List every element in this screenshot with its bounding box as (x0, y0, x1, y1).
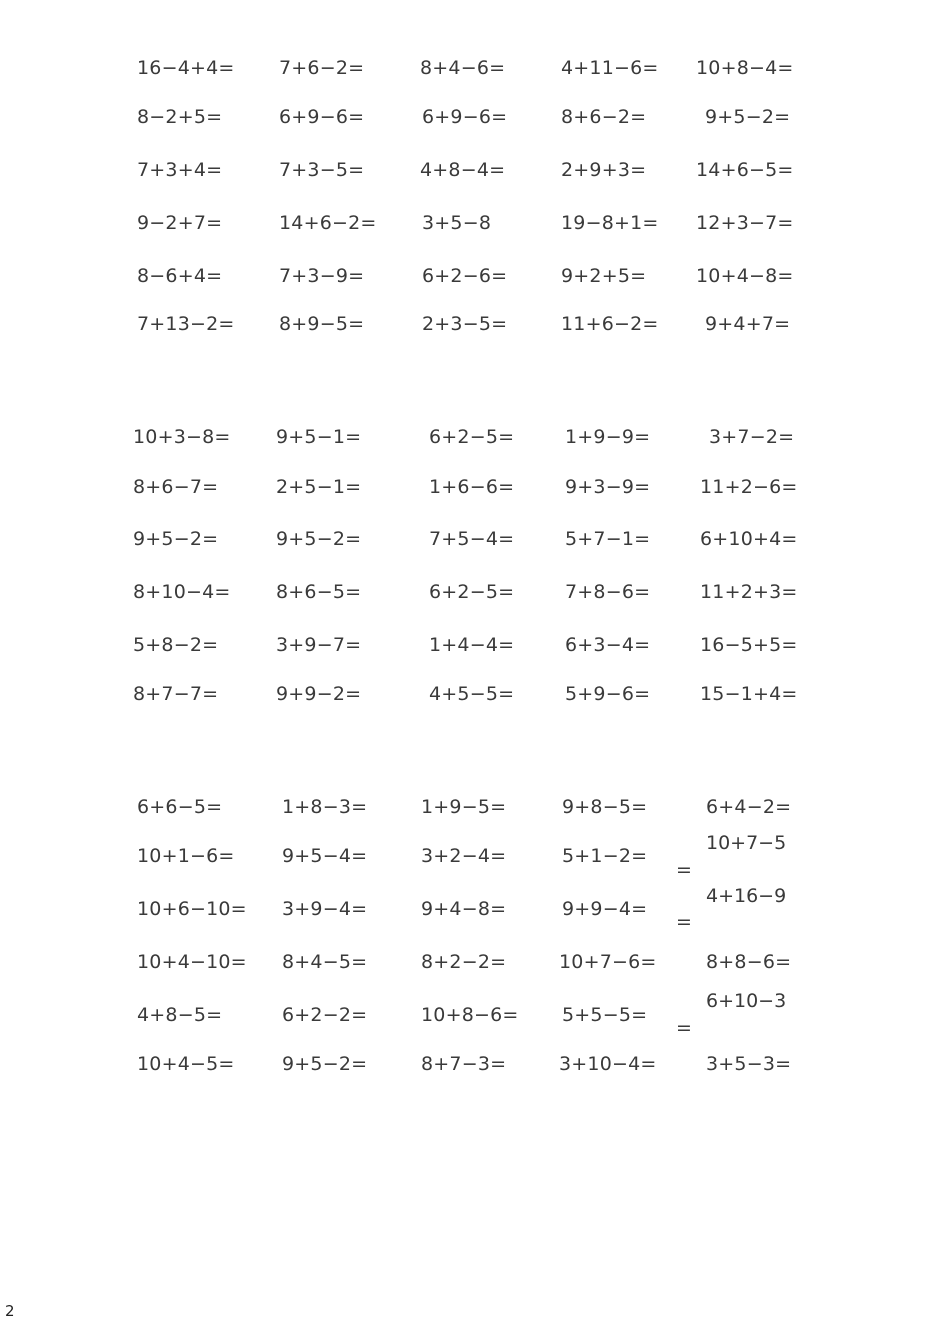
problem: 16−5+5= (700, 634, 798, 656)
problem: 9+9−4= (562, 898, 648, 920)
problem: 4+5−5= (429, 683, 515, 705)
problem-wrapped: 4+16−9 (706, 885, 787, 907)
problem: 2+3−5= (422, 313, 508, 335)
problem: 9+2+5= (561, 265, 647, 287)
problem: 8+9−5= (279, 313, 365, 335)
problem: 16−4+4= (137, 57, 235, 79)
problem: 7+5−4= (429, 528, 515, 550)
problem: 3+5−8 (422, 212, 492, 234)
problem: 9+9−2= (276, 683, 362, 705)
problem: 10+6−10= (137, 898, 247, 920)
problem: 7+13−2= (137, 313, 235, 335)
problem: 8+6−5= (276, 581, 362, 603)
problem: 2+5−1= (276, 476, 362, 498)
problem: 3+9−7= (276, 634, 362, 656)
problem: 7+3−9= (279, 265, 365, 287)
problem: 5+9−6= (565, 683, 651, 705)
problem: 4+11−6= (561, 57, 659, 79)
problem: 11+6−2= (561, 313, 659, 335)
wrapped-equals-sign: = (676, 859, 692, 881)
wrapped-equals-sign: = (676, 911, 692, 933)
problem: 8+7−3= (421, 1053, 507, 1075)
problem-wrapped: 6+10−3 (706, 990, 787, 1012)
problem: 5+7−1= (565, 528, 651, 550)
problem: 19−8+1= (561, 212, 659, 234)
problem: 9+3−9= (565, 476, 651, 498)
problem: 8+4−6= (420, 57, 506, 79)
problem: 8+7−7= (133, 683, 219, 705)
problem: 3+9−4= (282, 898, 368, 920)
problem: 3+10−4= (559, 1053, 657, 1075)
problem: 9+5−1= (276, 426, 362, 448)
problem: 7+8−6= (565, 581, 651, 603)
problem: 10+4−10= (137, 951, 247, 973)
problem: 8+6−2= (561, 106, 647, 128)
problem: 3+5−3= (706, 1053, 792, 1075)
problem: 10+3−8= (133, 426, 231, 448)
problem: 1+6−6= (429, 476, 515, 498)
problem: 4+8−4= (420, 159, 506, 181)
problem: 9+8−5= (562, 796, 648, 818)
problem: 5+5−5= (562, 1004, 648, 1026)
problem: 8+2−2= (421, 951, 507, 973)
problem: 7+3−5= (279, 159, 365, 181)
problem: 9+5−2= (705, 106, 791, 128)
problem: 12+3−7= (696, 212, 794, 234)
problem: 8+4−5= (282, 951, 368, 973)
problem: 6+4−2= (706, 796, 792, 818)
problem: 14+6−2= (279, 212, 377, 234)
problem: 10+8−6= (421, 1004, 519, 1026)
problem: 6+6−5= (137, 796, 223, 818)
problem: 6+9−6= (422, 106, 508, 128)
problem-wrapped: 10+7−5 (706, 832, 787, 854)
problem: 14+6−5= (696, 159, 794, 181)
problem: 2+9+3= (561, 159, 647, 181)
problem: 6+9−6= (279, 106, 365, 128)
problem: 7+3+4= (137, 159, 223, 181)
wrapped-equals-sign: = (676, 1017, 692, 1039)
problem: 7+6−2= (279, 57, 365, 79)
page-number: 2 (5, 1302, 15, 1320)
problem: 1+9−9= (565, 426, 651, 448)
problem: 6+2−5= (429, 426, 515, 448)
problem: 8−6+4= (137, 265, 223, 287)
problem: 3+7−2= (709, 426, 795, 448)
problem: 5+8−2= (133, 634, 219, 656)
problem: 10+4−5= (137, 1053, 235, 1075)
problem: 10+1−6= (137, 845, 235, 867)
problem: 9+4+7= (705, 313, 791, 335)
problem: 10+8−4= (696, 57, 794, 79)
problem: 9+5−2= (276, 528, 362, 550)
problem: 6+2−6= (422, 265, 508, 287)
problem: 6+10+4= (700, 528, 798, 550)
problem: 5+1−2= (562, 845, 648, 867)
problem: 9+5−2= (133, 528, 219, 550)
problem: 10+4−8= (696, 265, 794, 287)
problem: 11+2−6= (700, 476, 798, 498)
problem: 9+5−4= (282, 845, 368, 867)
problem: 1+8−3= (282, 796, 368, 818)
problem: 15−1+4= (700, 683, 798, 705)
problem: 6+2−5= (429, 581, 515, 603)
problem: 8+6−7= (133, 476, 219, 498)
problem: 11+2+3= (700, 581, 798, 603)
problem: 6+2−2= (282, 1004, 368, 1026)
problem: 8−2+5= (137, 106, 223, 128)
problem: 9+4−8= (421, 898, 507, 920)
problem: 10+7−6= (559, 951, 657, 973)
problem: 9+5−2= (282, 1053, 368, 1075)
problem: 1+4−4= (429, 634, 515, 656)
problem: 8+8−6= (706, 951, 792, 973)
problem: 4+8−5= (137, 1004, 223, 1026)
problem: 6+3−4= (565, 634, 651, 656)
problem: 9−2+7= (137, 212, 223, 234)
problem: 8+10−4= (133, 581, 231, 603)
problem: 3+2−4= (421, 845, 507, 867)
problem: 1+9−5= (421, 796, 507, 818)
